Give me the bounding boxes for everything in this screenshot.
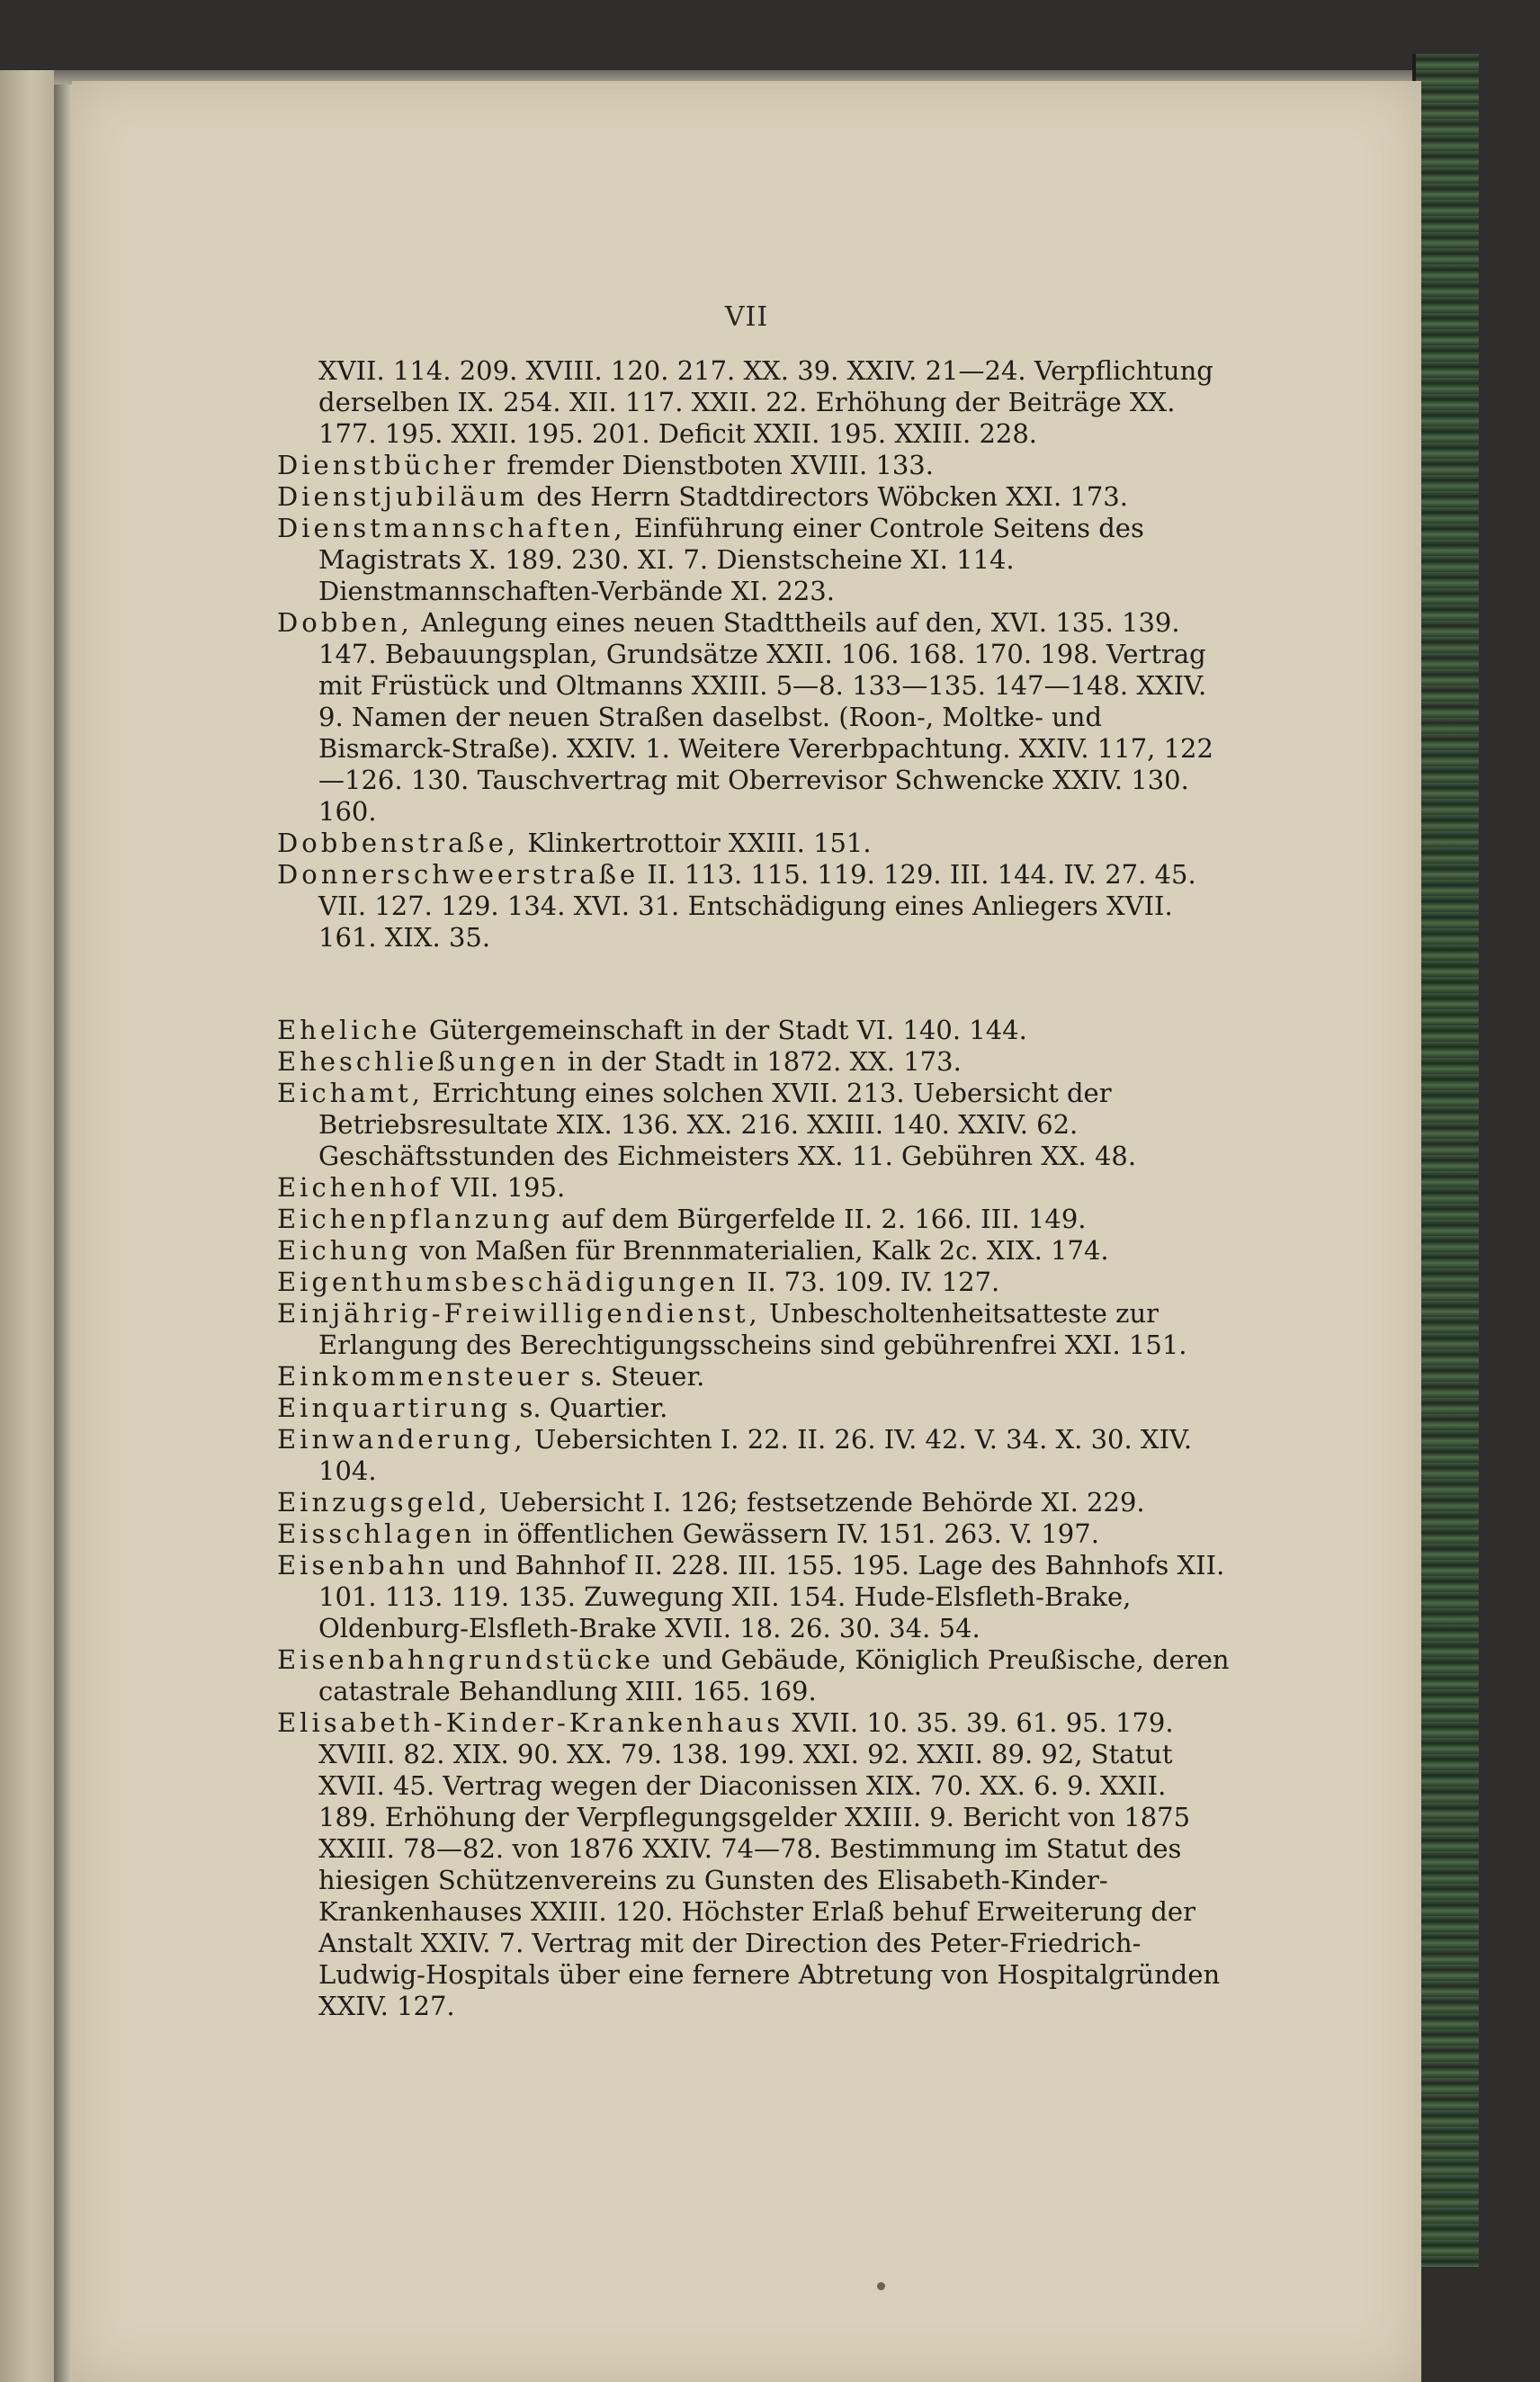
index-entry: Eisschlagen in öffentlichen Gewässern IV. 151. 263. V. 197.	[277, 1518, 1099, 1549]
book-cover-edge	[1412, 54, 1479, 2267]
index-entry: Dienstjubiläum des Herrn Stadtdirectors Wöbcken XXI. 173.	[277, 481, 1128, 512]
book-spine-shadow	[54, 81, 74, 2382]
index-entry: XVII. 114. 209. XVIII. 120. 217. XX. 39. XXIV. 21—24. Verpflichtung derselben IX. 254. XII. 117. XXII. 22. Erhöhung der Beiträge XX. 177. 195. XXII. 195. 201. Deficit XXII. 195. XXIII. 228.	[318, 355, 1213, 449]
index-entry: Eisenbahngrundstücke und Gebäude, Königlich Preußische, deren catastrale Behandlung XIII. 165. 169.	[277, 1644, 1230, 1706]
index-entry: Eichung von Maßen für Brennmaterialien, Kalk 2c. XIX. 174.	[277, 1235, 1109, 1266]
index-content	[277, 355, 1231, 2022]
index-entry: Dienstmannschaften, Einführung einer Controle Seitens des Magistrats X. 189. 230. XI. 7. Dienstscheine XI. 114. Dienstmannschaften-Verbände XI. 223.	[277, 513, 1144, 606]
ink-speck	[877, 2282, 885, 2290]
index-entry: Einwanderung, Uebersichten I. 22. II. 26. IV. 42. V. 34. X. 30. XIV. 104.	[277, 1424, 1193, 1486]
section-divider	[277, 954, 1231, 1015]
index-entry: Eichenhof VII. 195.	[277, 1172, 566, 1203]
index-entry: Dienstbücher fremder Dienstboten XVIII. 133.	[277, 450, 934, 480]
index-entry: Donnerschweerstraße II. 113. 115. 119. 129. III. 144. IV. 27. 45. VII. 127. 129. 134. XVI. 31. Entschädigung eines Anliegers XVII. 161. XIX. 35.	[277, 859, 1196, 953]
index-entry: Eisenbahn und Bahnhof II. 228. III. 155. 195. Lage des Bahnhofs XII. 101. 113. 119. 135. Zuwegung XII. 154. Hude-Elsfleth-Brake, Oldenburg-Elsfleth-Brake XVII. 18. 26. 30. 34. 54.	[277, 1550, 1225, 1643]
index-entry: Eheliche Gütergemeinschaft in der Stadt VI. 140. 144.	[277, 1015, 1027, 1045]
index-entry: Dobben, Anlegung eines neuen Stadttheils auf den, XVI. 135. 139. 147. Bebauungsplan, Grundsätze XXII. 106. 168. 170. 198. Vertrag mit Früstück und Oltmanns XXIII. 5—8. 133—135. 147—148. XXIV. 9. Namen der neuen Straßen daselbst. (Roon-, Moltke- und Bismarck-Straße). XXIV. 1. Weitere Vererbpachtung. XXIV. 117, 122—126. 130. Tauschvertrag mit Oberrevisor Schwencke XXIV. 130. 160.	[277, 607, 1213, 827]
index-entry: Eheschließungen in der Stadt in 1872. XX. 173.	[277, 1046, 962, 1077]
page-number: VII	[724, 301, 769, 333]
index-entry: Einquartirung s. Quartier.	[277, 1392, 668, 1423]
index-entry: Eigenthumsbeschädigungen II. 73. 109. IV. 127.	[277, 1267, 1000, 1297]
index-entry: Dobbenstraße, Klinkertrottoir XXIII. 151.	[277, 828, 872, 858]
index-entry: Einjährig-Freiwilligendienst, Unbescholtenheitsatteste zur Erlangung des Berechtigungsscheins sind gebührenfrei XXI. 151.	[277, 1298, 1187, 1360]
index-section-d	[277, 355, 1231, 954]
index-entry: Einkommensteuer s. Steuer.	[277, 1361, 705, 1392]
index-entry: Elisabeth-Kinder-Krankenhaus XVII. 10. 35. 39. 61. 95. 179. XVIII. 82. XIX. 90. XX. 79. 138. 199. XXI. 92. XXII. 89. 92, Statut XVII. 45. Vertrag wegen der Diaconissen XIX. 70. XX. 6. 9. XXII. 189. Erhöhung der Verpflegungsgelder XXIII. 9. Bericht von 1875 XXIII. 78—82. von 1876 XXIV. 74—78. Bestimmung im Statut des hiesigen Schützenvereins zu Gunsten des Elisabeth-Kinder-Krankenhauses XXIII. 120. Höchster Erlaß behuf Erweiterung der Anstalt XXIV. 7. Vertrag mit der Direction des Peter-Friedrich-Ludwig-Hospitals über eine fernere Abtretung von Hospitalgründen XXIV. 127.	[277, 1707, 1221, 2021]
index-entry: Eichenpflanzung auf dem Bürgerfelde II. 2. 166. III. 149.	[277, 1204, 1087, 1234]
index-section-e	[277, 1015, 1231, 2022]
previous-page-edge	[0, 70, 54, 2382]
index-entry: Eichamt, Errichtung eines solchen XVII. 213. Uebersicht der Betriebsresultate XIX. 136. XX. 216. XXIII. 140. XXIV. 62. Geschäftsstunden des Eichmeisters XX. 11. Gebühren XX. 48.	[277, 1078, 1137, 1171]
index-entry: Einzugsgeld, Uebersicht I. 126; festsetzende Behörde XI. 229.	[277, 1487, 1145, 1518]
book-page	[72, 81, 1421, 2382]
